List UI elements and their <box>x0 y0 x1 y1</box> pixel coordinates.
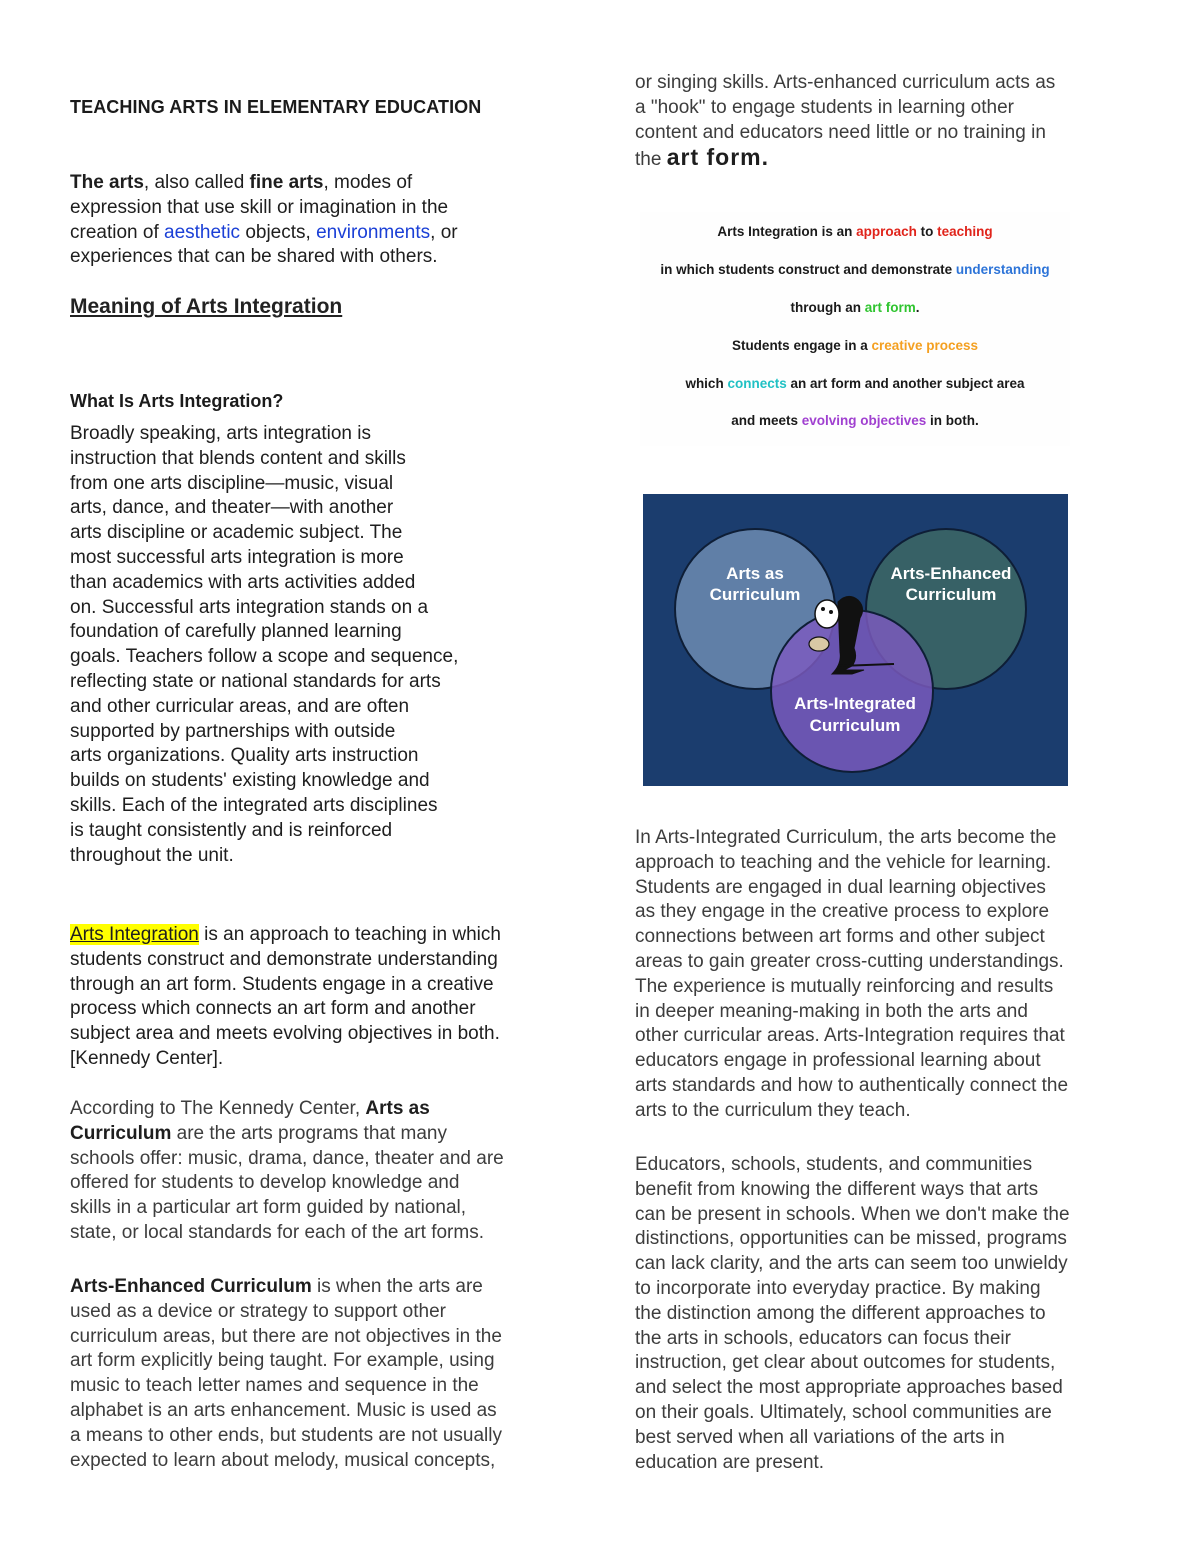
arts-integrated-curriculum-paragraph <box>635 826 1068 1124</box>
keyword-evolving-objectives: evolving objectives <box>801 413 927 428</box>
venn-right-label-1: Arts-Enhanced <box>890 564 1012 583</box>
text-line: curriculum areas, but there are not objectives in the <box>70 1325 502 1347</box>
text-line: can be present in schools. When we don't make the <box>635 1203 1070 1225</box>
text-line: alphabet is an arts enhancement. Music is used as <box>70 1399 497 1421</box>
text-segment: in which students construct and demonstrate <box>660 262 956 277</box>
text-segment: is an approach to teaching in which <box>198 924 501 945</box>
text-line: skills in a particular art form guided by national, <box>70 1197 467 1219</box>
page-title: TEACHING ARTS IN ELEMENTARY EDUCATION <box>70 97 482 117</box>
text-line: arts, dance, and theater—with another <box>70 497 394 519</box>
text-line: or singing skills. Arts-enhanced curriculum acts as <box>635 72 1056 93</box>
text-segment: an art form and another subject area <box>786 376 1025 391</box>
environments-link[interactable]: environments <box>316 221 431 243</box>
text-line: and select the most appropriate approaches based <box>635 1377 1063 1399</box>
text-line: state, or local standards for each of the art forms. <box>70 1221 484 1243</box>
term-curriculum: Curriculum <box>70 1122 172 1144</box>
text-segment: According to The Kennedy Center, <box>70 1098 366 1119</box>
text-line: foundation of carefully planned learning <box>70 621 402 643</box>
arts-integration-definition-image <box>640 212 1070 446</box>
text-line: goals. Teachers follow a scope and sequence, <box>70 646 459 668</box>
aesthetic-link[interactable]: aesthetic <box>164 221 241 243</box>
intro-text: , modes of <box>323 172 413 193</box>
intro-line: experiences that can be shared with others. <box>70 246 438 268</box>
venn-bottom-label-1: Arts-Integrated <box>794 694 916 713</box>
text-line: on their goals. Ultimately, school communities are <box>635 1401 1052 1423</box>
kennedy-center-paragraph <box>70 1097 504 1246</box>
arts-integration-link[interactable]: Arts Integration <box>70 924 199 945</box>
text-line: skills. Each of the integrated arts disciplines <box>70 794 438 816</box>
text-line: content and educators need little or no training in <box>635 121 1046 143</box>
text-line: approach to teaching and the vehicle for learning. <box>635 851 1052 873</box>
text-line: Broadly speaking, arts integration is <box>70 423 371 444</box>
text-segment: Students engage in a <box>731 338 872 353</box>
text-line: throughout the unit. <box>70 844 234 866</box>
term-arts-enhanced-curriculum: Arts-Enhanced Curriculum <box>70 1276 312 1297</box>
text-line: Students are engaged in dual learning objectives <box>635 876 1046 898</box>
venn-diagram <box>643 494 1068 786</box>
text-line: arts organizations. Quality arts instruction <box>70 745 419 767</box>
venn-left-label-2: Curriculum <box>709 585 801 604</box>
venn-left-label-1: Arts as <box>726 564 784 583</box>
quote-line <box>640 413 1070 428</box>
text-line: education are present. <box>635 1451 825 1473</box>
art-form-emphasis: art form. <box>666 144 769 171</box>
text-segment: are the arts programs that many <box>171 1122 447 1144</box>
text-segment: to <box>916 224 938 239</box>
text-line: subject area and meets evolving objectives in both. <box>70 1023 500 1045</box>
text-line: The experience is mutually reinforcing and results <box>635 975 1054 997</box>
quote-line <box>640 224 1070 239</box>
text-line: areas to gain greater cross-cutting understandings. <box>635 950 1064 972</box>
text-line: benefit from knowing the different ways that arts <box>635 1178 1039 1200</box>
right-top-paragraph <box>635 71 1055 173</box>
educators-paragraph <box>635 1153 1070 1475</box>
venn-right-label-2: Curriculum <box>905 585 997 604</box>
text-segment: in both. <box>926 413 979 428</box>
text-line: the distinction among the different approaches to <box>635 1302 1046 1324</box>
term-the-arts: The arts <box>70 172 144 193</box>
keyword-creative-process: creative process <box>871 338 979 353</box>
text-line: In Arts-Integrated Curriculum, the arts become the <box>635 827 1057 848</box>
text-line: on. Successful arts integration stands on a <box>70 596 429 618</box>
text-segment: and meets <box>731 413 802 428</box>
quote-line <box>640 300 1070 315</box>
what-paragraph <box>70 422 458 868</box>
keyword-approach: approach <box>856 224 917 239</box>
text-line: most successful arts integration is more <box>70 546 404 568</box>
text-line: Educators, schools, students, and communities <box>635 1154 1033 1175</box>
text-line: from one arts discipline—music, visual <box>70 472 394 494</box>
intro-text: objects, <box>240 221 317 243</box>
keyword-teaching: teaching <box>937 224 993 239</box>
text-line: in deeper meaning-making in both the arts and <box>635 1000 1028 1022</box>
arts-integration-paragraph <box>70 923 501 1072</box>
what-heading: What Is Arts Integration? <box>70 391 284 411</box>
text-line: the arts in schools, educators can focus their <box>635 1327 1011 1349</box>
text-line: connections between art forms and other subject <box>635 926 1045 948</box>
intro-line: expression that use skill or imagination in the <box>70 196 449 218</box>
keyword-art-form: art form <box>864 300 916 315</box>
text-segment: Arts Integration is an <box>717 224 857 239</box>
text-segment: through an <box>790 300 865 315</box>
keyword-understanding: understanding <box>955 262 1050 277</box>
term-fine-arts: fine arts <box>249 172 324 193</box>
text-line: instruction that blends content and skills <box>70 447 406 469</box>
text-line: arts standards and how to authentically connect the <box>635 1074 1069 1096</box>
text-line: educators engage in professional learning about <box>635 1050 1041 1072</box>
text-line: a "hook" to engage students in learning other <box>635 96 1014 118</box>
text-line: arts discipline or academic subject. The <box>70 522 403 544</box>
arts-enhanced-paragraph <box>70 1275 502 1473</box>
text-line: than academics with arts activities added <box>70 571 416 593</box>
intro-paragraph <box>70 171 458 270</box>
text-line: other curricular areas. Arts-Integration requires that <box>635 1025 1065 1047</box>
text-line: and other curricular areas, and are often <box>70 695 410 717</box>
text-line: process which connects an art form and another <box>70 998 476 1020</box>
quote-line <box>640 262 1070 277</box>
text-line: a means to other ends, but students are not usually <box>70 1424 502 1446</box>
text-line: is taught consistently and is reinforced <box>70 819 393 841</box>
meaning-heading: Meaning of Arts Integration <box>70 295 343 318</box>
text-line: supported by partnerships with outside <box>70 720 396 742</box>
text-line: as they engage in the creative process to explore <box>635 901 1050 923</box>
venn-bottom-label-2: Curriculum <box>809 716 901 735</box>
text-segment: the <box>635 149 667 171</box>
text-line: students construct and demonstrate understanding <box>70 948 498 970</box>
text-line: [Kennedy Center]. <box>70 1047 224 1069</box>
quote-line <box>640 376 1070 391</box>
text-line: music to teach letter names and sequence in the <box>70 1375 479 1397</box>
text-line: schools offer: music, drama, dance, theater and are <box>70 1147 504 1169</box>
text-line: offered for students to develop knowledge and <box>70 1172 460 1194</box>
intro-text: , also called <box>143 172 250 193</box>
text-segment: . <box>915 300 920 315</box>
intro-text: , or <box>430 221 458 243</box>
text-line: expected to learn about melody, musical concepts, <box>70 1449 496 1471</box>
text-line: can lack clarity, and the arts can seem too unwieldy <box>635 1253 1068 1275</box>
text-line: reflecting state or national standards for arts <box>70 670 441 692</box>
text-line: art form explicitly being taught. For example, using <box>70 1350 495 1372</box>
text-line: to incorporate into everyday practice. By making <box>635 1277 1041 1299</box>
text-segment: which <box>685 376 728 391</box>
intro-text: creation of <box>70 221 164 243</box>
text-line: through an art form. Students engage in a creative <box>70 973 494 995</box>
keyword-connects: connects <box>727 376 787 391</box>
text-line: best served when all variations of the arts in <box>635 1426 1005 1448</box>
quote-line <box>640 338 1070 353</box>
text-line: distinctions, opportunities can be missed, programs <box>635 1228 1067 1250</box>
text-line: arts to the curriculum they teach. <box>635 1099 911 1121</box>
text-segment: is when the arts are <box>311 1276 483 1297</box>
text-line: builds on students' existing knowledge and <box>70 770 430 792</box>
text-line: instruction, get clear about outcomes for students, <box>635 1352 1056 1374</box>
term-arts-as: Arts as <box>365 1098 430 1119</box>
text-line: used as a device or strategy to support other <box>70 1300 446 1322</box>
